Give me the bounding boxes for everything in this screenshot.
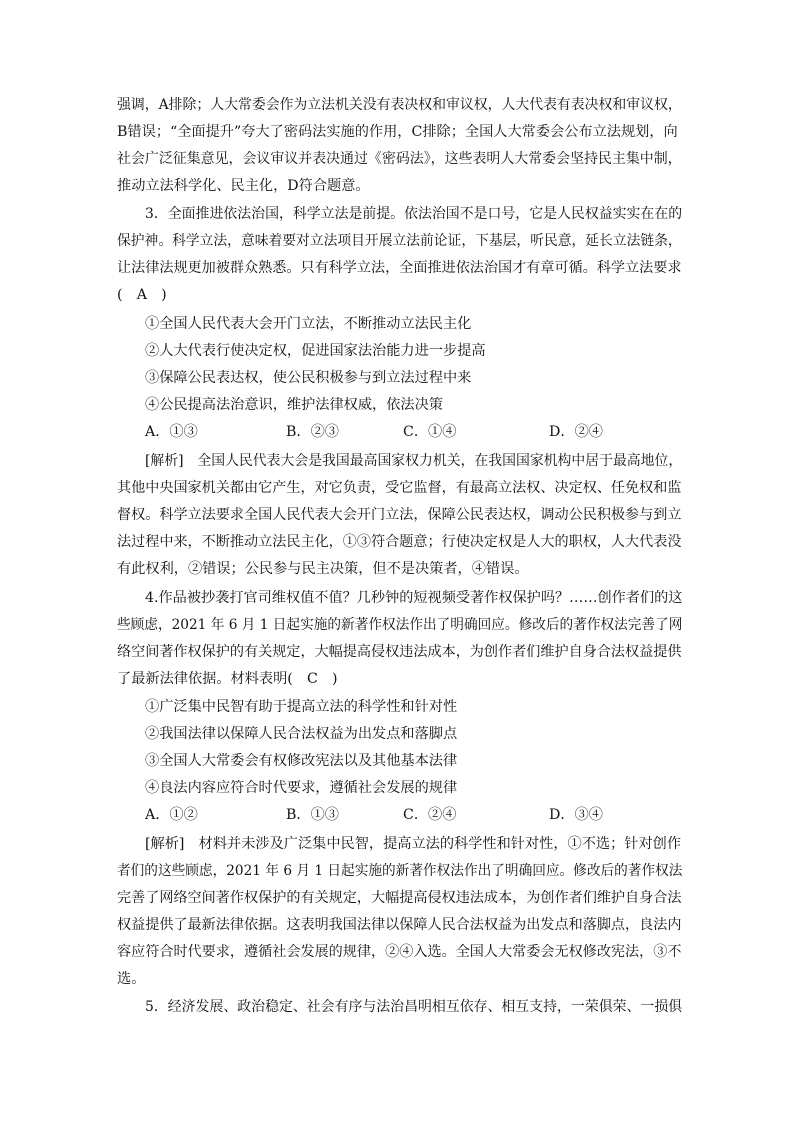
q3-explanation-line-5: 有此权利，②错误；公民参与民主决策，但不是决策者，④错误。 [117,561,529,577]
q4-explanation-line-2: 者们的这些顾虑，2021 年 6 月 1 日起实施的新著作权法作出了明确回应。修改后的著作权法 [117,863,683,879]
q4-item-4: ④良法内容应符合时代要求，遵循社会发展的规律 [145,780,458,796]
q3-stem-line-2: 保护神。科学立法，意味着要对立法项目开展立法前论证，下基层，听民意，延长立法链条， [117,233,682,249]
q4-item-2: ②我国法律以保障人民合法权益为出发点和落脚点 [145,726,458,742]
q3-option-d: D．②④ [549,424,603,440]
q3-explanation-line-1: [解析] 全国人民代表大会是我国最高国家权力机关，在我国国家机构中居于最高地位， [145,453,683,469]
q3-explanation-line-4: 法过程中来，不断推动立法民主化，①③符合题意；行使决定权是人大的职权，人大代表没 [117,534,682,550]
q4-option-c: C．②④ [403,807,457,823]
q4-explanation-line-1: [解析] 材料并未涉及广泛集中民智，提高立法的科学性和针对性，①不选；针对创作 [145,836,682,852]
q3-answer: ( A ) [117,287,167,303]
q3-item-2: ②人大代表行使决定权，促进国家法治能力进一步提高 [145,343,486,359]
q3-option-c: C．①④ [403,424,457,440]
q5-stem-line-1: 5．经济发展、政治稳定、社会有序与法治昌明相互依存、相互支持，一荣俱荣、一损俱 [145,999,683,1015]
q4-option-a: A．①② [145,807,198,823]
q4-stem-line-1: 4.作品被抄袭打官司维权值不值？几秒钟的短视频受著作权保护吗？……创作者们的这 [145,590,683,606]
q2-explanation-line-1: 强调，A排除；人大常委会作为立法机关没有表决权和审议权，人大代表有表决权和审议权， [117,97,682,113]
q4-item-3: ③全国人大常委会有权修改宪法以及其他基本法律 [145,753,458,769]
q3-item-3: ③保障公民表达权，使公民积极参与到立法过程中来 [145,370,472,386]
q4-explanation-line-4: 权益提供了最新法律依据。这表明我国法律以保障人民合法权益为出发点和落脚点，良法内 [117,917,682,933]
q2-explanation-line-3: 社会广泛征集意见，会议审议并表决通过《密码法》，这些表明人大常委会坚持民主集中制， [117,151,682,167]
q3-explanation-line-2: 其他中央国家机关都由它产生，对它负责，受它监督，有最高立法权、决定权、任免权和监 [117,480,682,496]
q2-explanation-line-4: 推动立法科学化、民主化，D符合题意。 [117,178,370,194]
q3-explanation-line-3: 督权。科学立法要求全国人民代表大会开门立法，保障公民表达权，调动公民积极参与到立 [117,507,682,523]
q4-explanation-line-5: 容应符合时代要求，遵循社会发展的规律，②④入选。全国人大常委会无权修改宪法，③不 [117,944,682,960]
q3-item-4: ④公民提高法治意识，维护法律权威，依法决策 [145,397,443,413]
q3-option-b: B．②③ [286,424,339,440]
q3-stem-line-1: 3．全面推进依法治国，科学立法是前提。依法治国不是口号，它是人民权益实实在在的 [145,206,683,222]
q3-item-1: ①全国人民代表大会开门立法，不断推动立法民主化 [145,316,472,332]
q4-option-b: B．①③ [286,807,339,823]
q4-stem-line-4: 了最新法律依据。材料表明( C ) [117,671,338,687]
q3-stem-line-3: 让法律法规更加被群众熟悉。只有科学立法，全面推进依法治国才有章可循。科学立法要求 [117,260,682,276]
q4-option-d: D．③④ [549,807,603,823]
q4-stem-line-3: 络空间著作权保护的有关规定，大幅提高侵权违法成本，为创作者们维护自身合法权益提供 [117,644,682,660]
q4-item-1: ①广泛集中民智有助于提高立法的科学性和针对性 [145,699,458,715]
q2-explanation-line-2: B错误；“全面提升”夸大了密码法实施的作用，C排除；全国人大常委会公布立法规划，向 [117,124,678,140]
q3-option-a: A．①③ [145,424,198,440]
q4-explanation-line-6: 选。 [117,971,146,987]
q4-explanation-line-3: 完善了网络空间著作权保护的有关规定，大幅提高侵权违法成本，为创作者们维护自身合法 [117,890,682,906]
q4-stem-line-2: 些顾虑，2021 年 6 月 1 日起实施的新著作权法作出了明确回应。修改后的著作权法完善了网 [117,617,683,633]
